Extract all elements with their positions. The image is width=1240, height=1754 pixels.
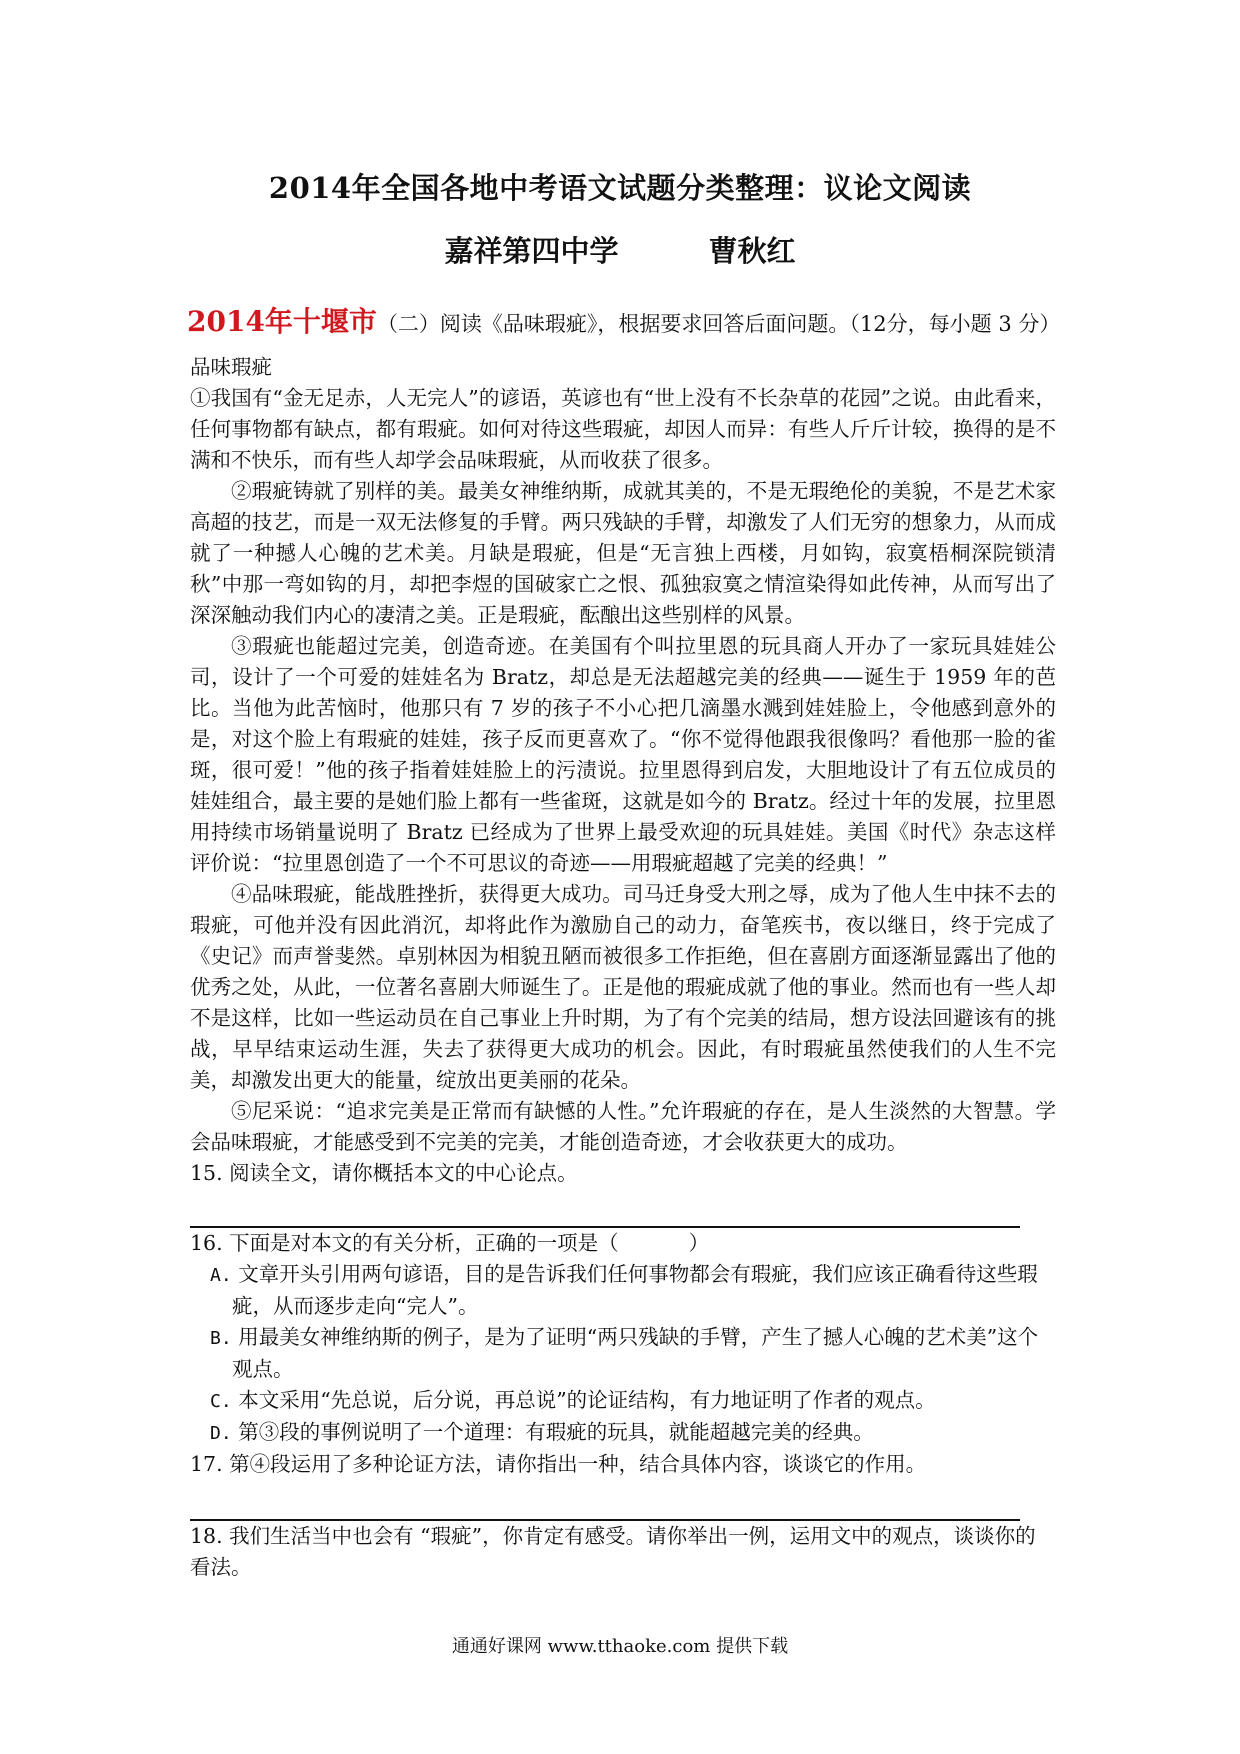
answer-space-17 — [190, 1480, 1056, 1518]
essay-paragraph-1: ①我国有“金无足赤，人无完人”的谚语，英谚也有“世上没有不长杂草的花园”之说。由此看来，任何事物都有缺点，都有瑕疵。如何对待这些瑕疵，却因人而异：有些人斤斤计较，换得的是不满和不快乐，而有些人却学会品味瑕疵，从而收获了很多。 — [190, 386, 1056, 472]
question-16-stem: 16. 下面是对本文的有关分析，正确的一项是（ — [190, 1231, 619, 1255]
answer-space-15 — [190, 1189, 1056, 1225]
option-a-letter: A. — [210, 1265, 232, 1286]
option-b-text: 用最美女神维纳斯的例子，是为了证明“两只残缺的手臂，产生了撼人心魄的艺术美”这个观点。 — [232, 1325, 1039, 1381]
section-heading — [187, 300, 1061, 340]
reading-passage — [190, 352, 1056, 1583]
option-b-letter: B. — [210, 1328, 232, 1349]
footer-credit: 通通好课网 www.tthaoke.com 提供下载 — [451, 1636, 789, 1657]
option-d-text: 第③段的事例说明了一个道理：有瑕疵的玩具，就能超越完美的经典。 — [238, 1420, 874, 1444]
document-title: 2014年全国各地中考语文试题分类整理：议论文阅读 — [268, 171, 972, 205]
option-c-letter: C. — [210, 1391, 232, 1412]
document-byline — [0, 229, 1240, 270]
option-b — [190, 1322, 1056, 1385]
question-16-close: ） — [688, 1231, 710, 1255]
question-18: 18. 我们生活当中也会有 “瑕疵”，你肯定有感受。请你举出一例，运用文中的观点，谈谈你的看法。 — [190, 1524, 1036, 1579]
essay-paragraph-3: ③瑕疵也能超过完美，创造奇迹。在美国有个叫拉里恩的玩具商人开办了一家玩具娃娃公司，设计了一个可爱的娃娃名为 Bratz，却总是无法超越完美的经典——诞生于 1959 年的芭比。当他为此苦恼时，他那只有 7 岁的孩子不小心把几滴墨水溅到娃娃脸上，令他感到意外的是，对这个脸上有瑕疵的娃娃，孩子反而更喜欢了。“你不觉得他跟我很像吗？看他那一脸的雀斑，很可爱！”他的孩子指着娃娃脸上的污渍说。拉里恩得到启发，大胆地设计了有五位成员的娃娃组合，最主要的是她们脸上都有一些雀斑，这就是如今的 Bratz。经过十年的发展，拉里恩用持续市场销量说明了 Bratz 已经成为了世界上最受欢迎的玩具娃娃。美国《时代》杂志这样评价说：“拉里恩创造了一个不可思议的奇迹——用瑕疵超越了完美的经典！” — [190, 634, 1056, 875]
essay-paragraph-4: ④品味瑕疵，能战胜挫折，获得更大成功。司马迁身受大刑之辱，成为了他人生中抹不去的瑕疵，可他并没有因此消沉，却将此作为激励自己的动力，奋笔疾书，夜以继日，终于完成了《史记》而声誉斐然。卓别林因为相貌丑陋而被很多工作拒绝，但在喜剧方面逐渐显露出了他的优秀之处，从此，一位著名喜剧大师诞生了。正是他的瑕疵成就了他的事业。然而也有一些人却不是这样，比如一些运动员在自己事业上升时期，为了有个完美的结局，想方设法回避该有的挑战，早早结束运动生涯，失去了获得更大成功的机会。因此，有时瑕疵虽然使我们的人生不完美，却激发出更大的能量，绽放出更美丽的花朵。 — [190, 882, 1056, 1092]
option-c-text: 本文采用“先总说，后分说，再总说”的论证结构，有力地证明了作者的观点。 — [238, 1388, 936, 1412]
section-place: 2014年十堰市 — [187, 305, 377, 338]
question-17: 17. 第④段运用了多种论证方法，请你指出一种，结合具体内容，谈谈它的作用。 — [190, 1452, 927, 1476]
school-name: 嘉祥第四中学 — [444, 234, 619, 268]
essay-paragraph-5: ⑤尼采说：“追求完美是正常而有缺憾的人性。”允许瑕疵的存在，是人生淡然的大智慧。学会品味瑕疵，才能感受到不完美的完美，才能创造奇迹，才会收获更大的成功。 — [190, 1099, 1056, 1154]
option-c — [190, 1385, 1056, 1417]
option-a — [190, 1259, 1056, 1322]
question-15: 15. 阅读全文，请你概括本文的中心论点。 — [190, 1161, 578, 1185]
option-d-letter: D. — [210, 1423, 232, 1444]
essay-title: 品味瑕疵 — [190, 355, 272, 379]
author-name: 曹秋红 — [708, 234, 796, 268]
essay-paragraph-2: ②瑕疵铸就了别样的美。最美女神维纳斯，成就其美的，不是无瑕绝伦的美貌，不是艺术家高超的技艺，而是一双无法修复的手臂。两只残缺的手臂，却激发了人们无穷的想象力，从而成就了一种撼人心魄的艺术美。月缺是瑕疵，但是“无言独上西楼，月如钩，寂寞梧桐深院锁清秋”中那一弯如钩的月，却把李煜的国破家亡之恨、孤独寂寞之情渲染得如此传神，从而写出了深深触动我们内心的凄清之美。正是瑕疵，酝酿出这些别样的风景。 — [190, 479, 1056, 627]
option-d — [190, 1417, 1056, 1449]
option-a-text: 文章开头引用两句谚语，目的是告诉我们任何事物都会有瑕疵，我们应该正确看待这些瑕疵，从而逐步走向“完人”。 — [232, 1262, 1038, 1318]
section-instruction: （二）阅读《品味瑕疵》，根据要求回答后面问题。（12分，每小题 3 分） — [376, 312, 1061, 336]
question-16 — [190, 1228, 1056, 1259]
